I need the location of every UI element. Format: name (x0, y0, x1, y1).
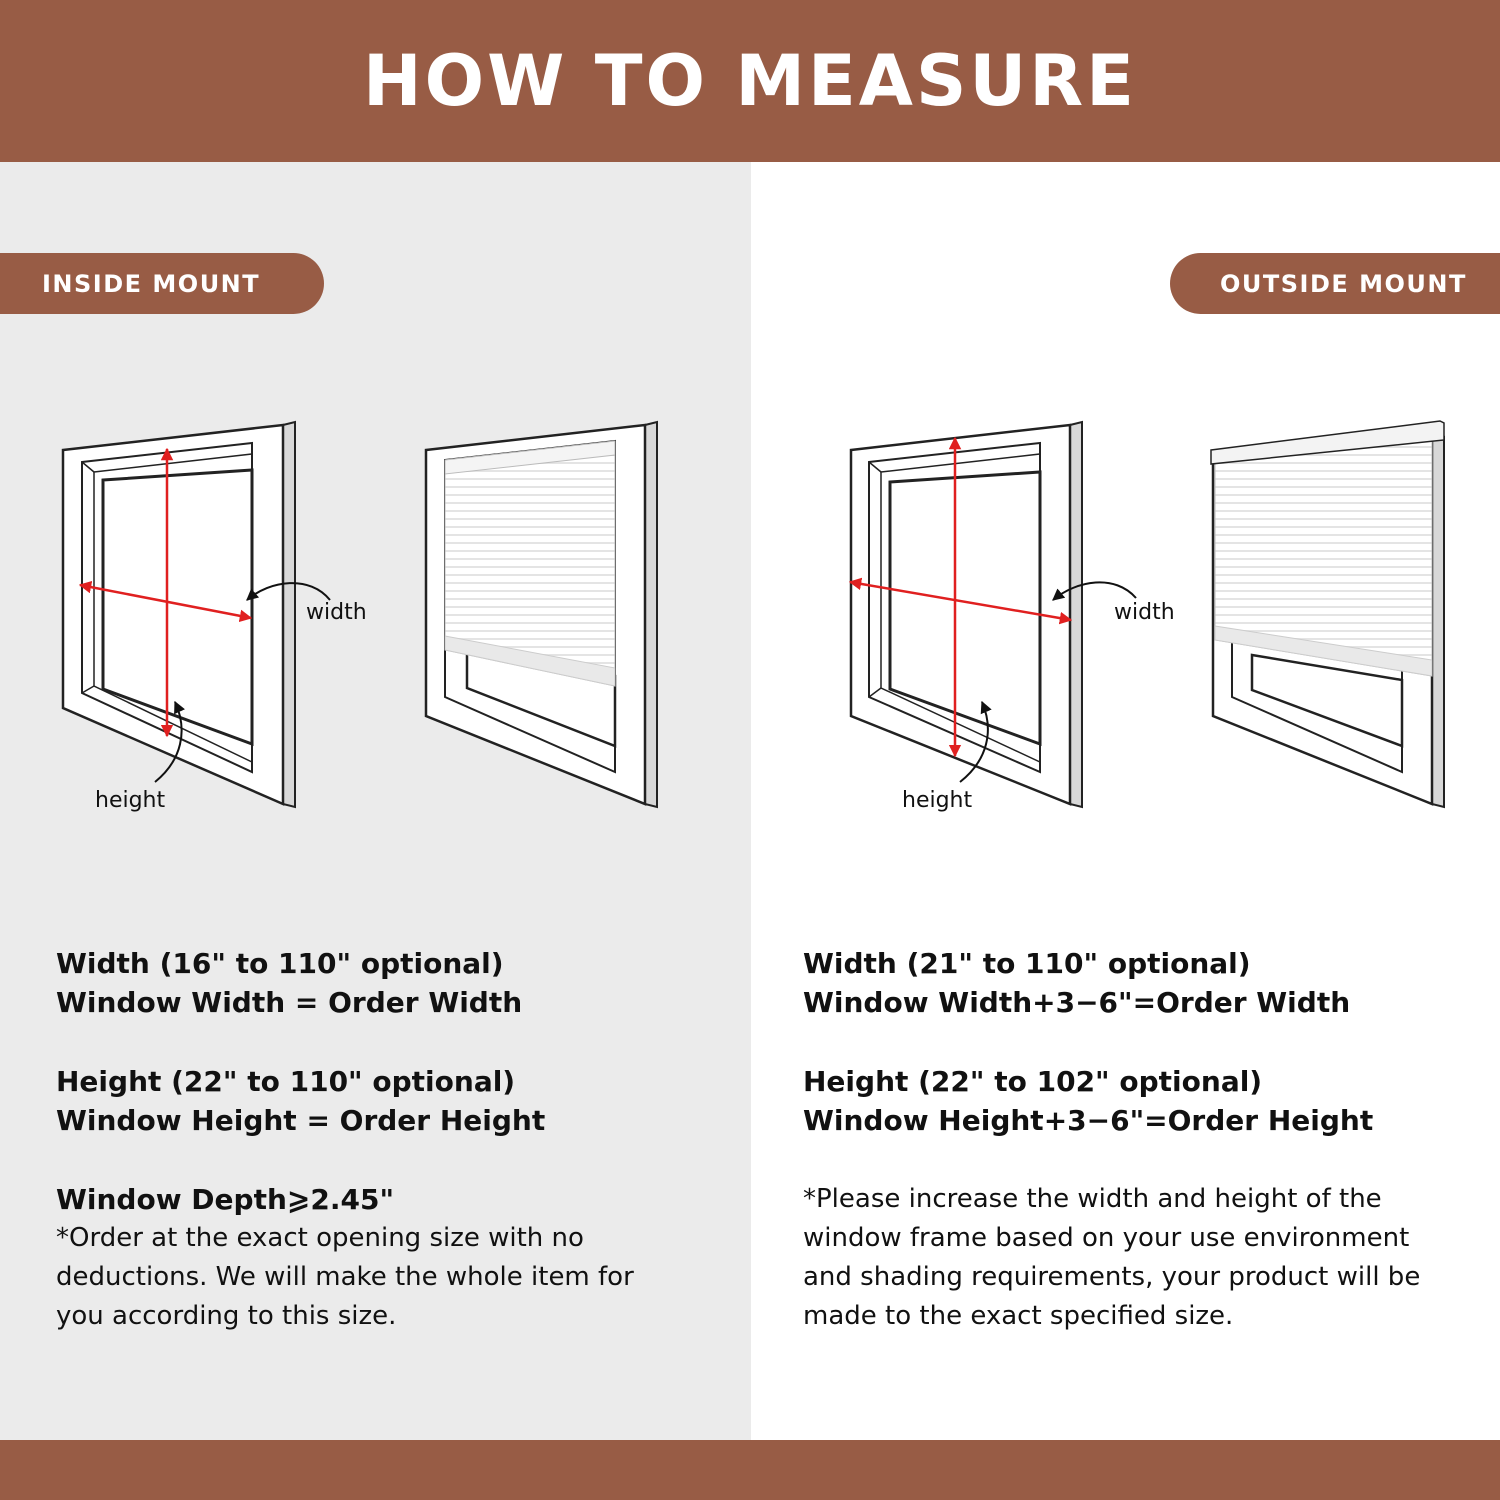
inside-height-range: Height (22" to 110" optional) (56, 1065, 516, 1098)
outside-height-rule: Window Height+3−6"=Order Height (803, 1104, 1374, 1137)
outside-mount-label: OUTSIDE MOUNT (1170, 253, 1500, 314)
outside-mount-instructions (803, 944, 1493, 1336)
outside-note-line: *Please increase the width and height of the (803, 1184, 1382, 1214)
inside-width-range: Width (16" to 110" optional) (56, 947, 504, 980)
inside-window-shade-diagram (426, 422, 657, 807)
outside-note-line: and shading requirements, your product will be (803, 1262, 1421, 1292)
inside-note-line: deductions. We will make the whole item for (56, 1262, 634, 1292)
inside-height-rule: Window Height = Order Height (56, 1104, 546, 1137)
outside-height-label: height (902, 788, 973, 813)
outside-width-range: Width (21" to 110" optional) (803, 947, 1251, 980)
page-title: HOW TO MEASURE (363, 40, 1137, 122)
inside-mount-instructions (56, 944, 746, 1336)
outside-window-measure-diagram (850, 422, 1136, 807)
outside-height-range: Height (22" to 102" optional) (803, 1065, 1263, 1098)
inside-height-label: height (95, 788, 166, 813)
outside-width-rule: Window Width+3−6"=Order Width (803, 986, 1351, 1019)
outside-note-line: made to the exact specified size. (803, 1301, 1234, 1331)
inside-depth-requirement: Window Depth⩾2.45" (56, 1183, 395, 1216)
outside-width-label: width (1114, 600, 1175, 625)
inside-mount-label: INSIDE MOUNT (0, 253, 324, 314)
outside-window-shade-diagram (1211, 421, 1444, 807)
inside-note-line: *Order at the exact opening size with no (56, 1223, 584, 1253)
inside-note-line: you according to this size. (56, 1301, 397, 1331)
inside-width-rule: Window Width = Order Width (56, 986, 523, 1019)
inside-width-label: width (306, 600, 367, 625)
inside-window-measure-diagram (63, 422, 330, 807)
outside-note-line: window frame based on your use environment (803, 1223, 1410, 1253)
